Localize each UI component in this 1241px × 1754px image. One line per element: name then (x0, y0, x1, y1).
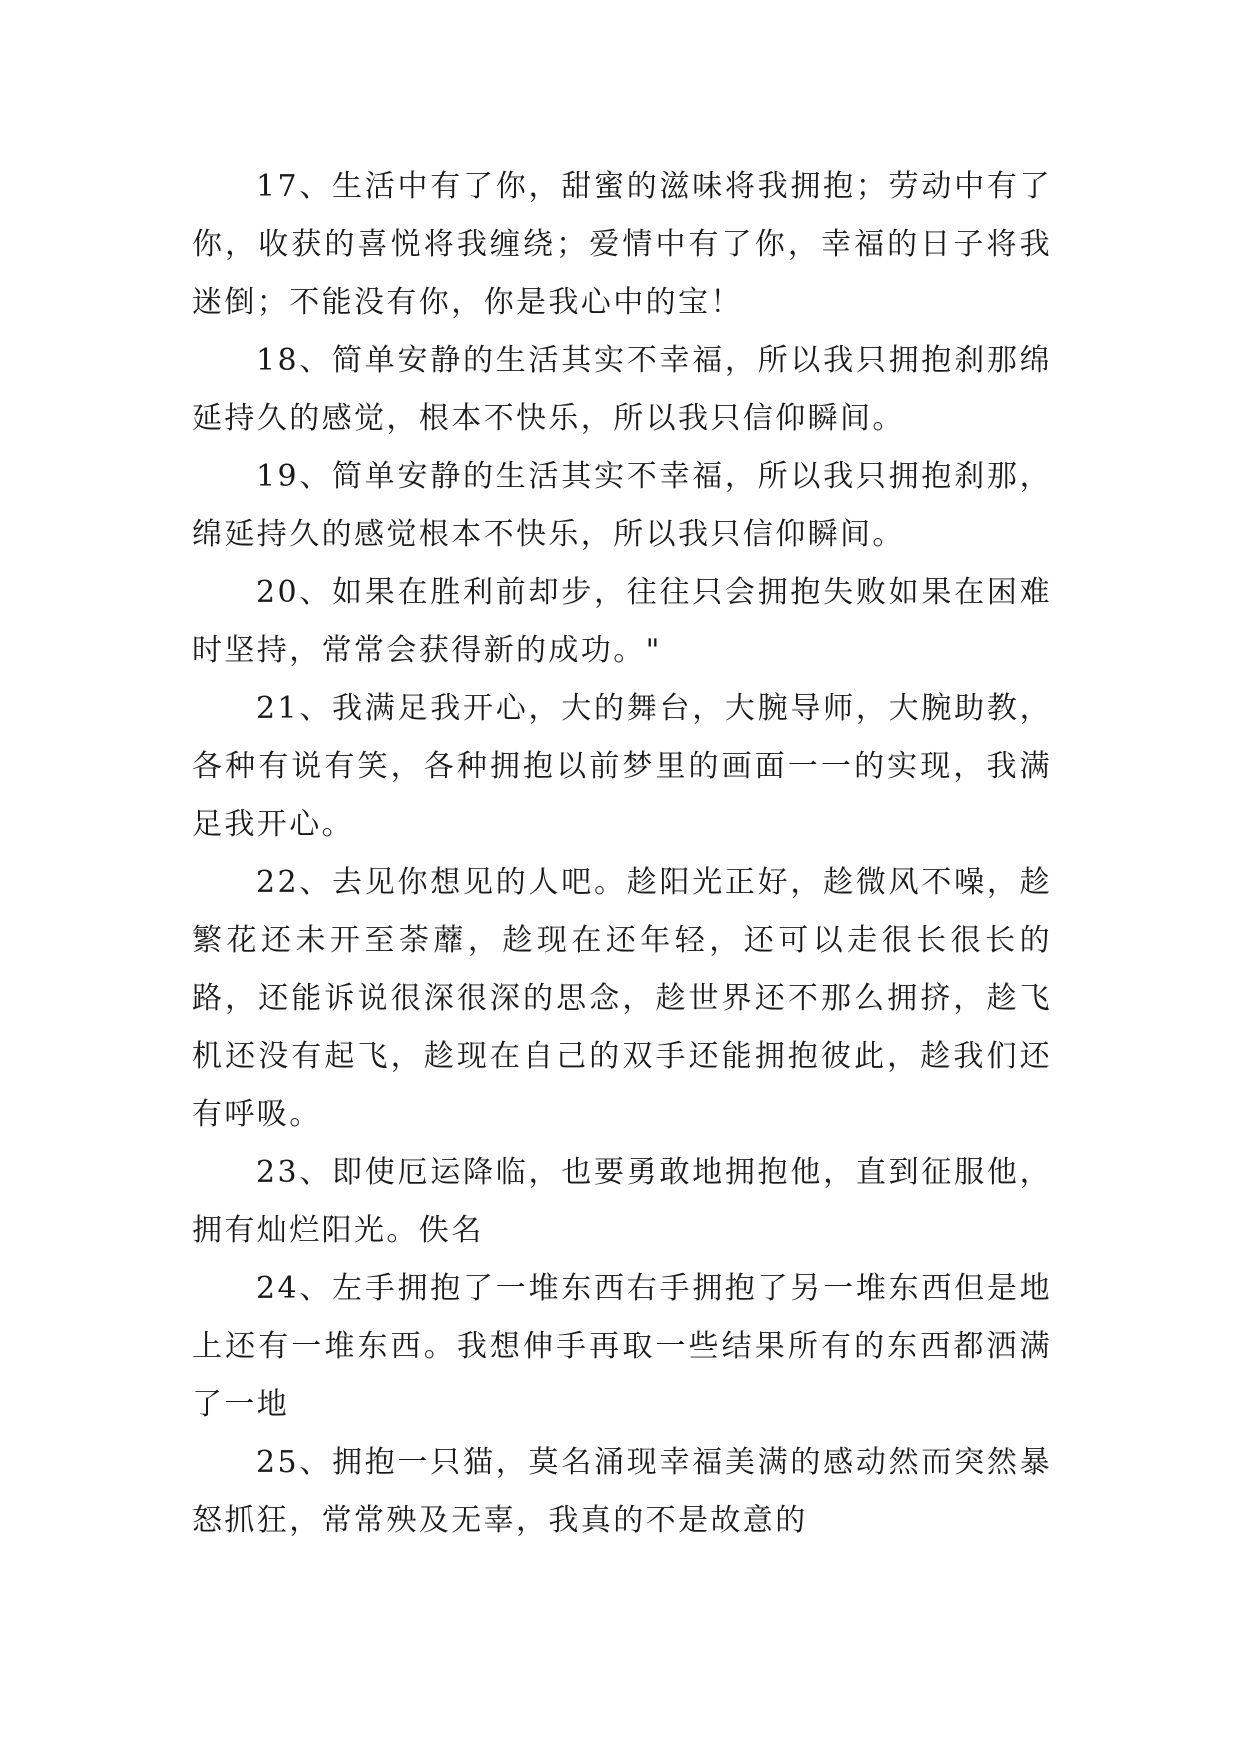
paragraph-23: 23、即使厄运降临，也要勇敢地拥抱他，直到征服他，拥有灿烂阳光。佚名 (192, 1155, 1052, 1248)
paragraph-25: 25、拥抱一只猫，莫名涌现幸福美满的感动然而突然暴怒抓狂，常常殃及无辜，我真的不是故意的 (192, 1445, 1052, 1538)
paragraph-21: 21、我满足我开心，大的舞台，大腕导师，大腕助教，各种有说有笑，各种拥抱以前梦里的画面一一的实现，我满足我开心。 (192, 691, 1052, 842)
paragraph-19: 19、简单安静的生活其实不幸福，所以我只拥抱刹那，绵延持久的感觉根本不快乐，所以我只信仰瞬间。 (192, 459, 1052, 552)
document-body (192, 158, 1052, 1550)
paragraph-20: 20、如果在胜利前却步，往往只会拥抱失败如果在困难时坚持，常常会获得新的成功。" (192, 575, 1052, 668)
paragraph-17: 17、生活中有了你，甜蜜的滋味将我拥抱；劳动中有了你，收获的喜悦将我缠绕；爱情中有了你，幸福的日子将我迷倒；不能没有你，你是我心中的宝！ (192, 169, 1052, 320)
paragraph-18: 18、简单安静的生活其实不幸福，所以我只拥抱刹那绵延持久的感觉，根本不快乐，所以我只信仰瞬间。 (192, 343, 1052, 436)
paragraph-24: 24、左手拥抱了一堆东西右手拥抱了另一堆东西但是地上还有一堆东西。我想伸手再取一些结果所有的东西都洒满了一地 (192, 1271, 1052, 1422)
paragraph-22: 22、去见你想见的人吧。趁阳光正好，趁微风不噪，趁繁花还未开至荼蘼，趁现在还年轻，还可以走很长很长的路，还能诉说很深很深的思念，趁世界还不那么拥挤，趁飞机还没有起飞，趁现在自己的双手还能拥抱彼此，趁我们还有呼吸。 (192, 865, 1052, 1132)
